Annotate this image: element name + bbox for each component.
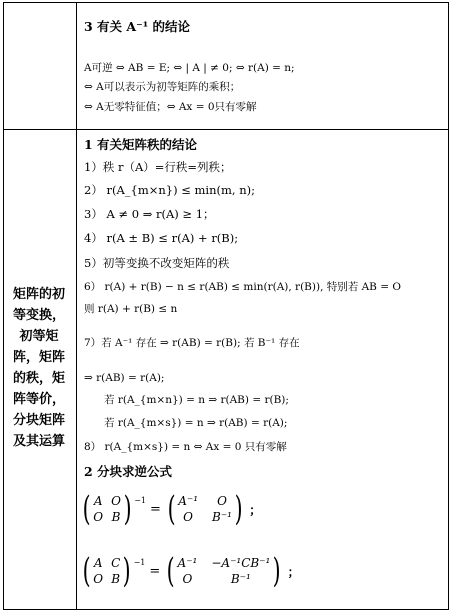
rank-item-4: 4） r(A ± B) ≤ r(A) + r(B); bbox=[84, 231, 239, 245]
section-title-rank: 1 有关矩阵秩的结论 bbox=[84, 137, 198, 152]
row-header-line: 阵，矩阵 bbox=[12, 350, 65, 365]
section-title-block-inverse: 2 分块求逆公式 bbox=[84, 464, 173, 479]
rank-item-1: 1）秩 r（A）=行秩=列秩； bbox=[84, 160, 232, 174]
rank-item-7b: ⇒ r(AB) = r(A); bbox=[84, 372, 165, 384]
matrix-entry: O bbox=[111, 494, 121, 508]
left-paren: ( bbox=[167, 489, 176, 529]
row-header-topic bbox=[3, 284, 75, 452]
rank-item-6b: 则 r(A) + r(B) ≤ n bbox=[84, 303, 178, 315]
inverse-exponent: −1 bbox=[133, 558, 146, 567]
inverse-conclusion-line1: A可逆 ⇔ AB = E; ⇔ | A | ≠ 0; ⇔ r(A) = n; bbox=[84, 62, 295, 74]
right-paren: ) bbox=[273, 551, 281, 591]
matrix-entry: O bbox=[182, 572, 193, 586]
rank-item-3: 3） A ≠ 0 ⇒ r(A) ≥ 1； bbox=[84, 207, 215, 221]
semicolon: ； bbox=[249, 502, 262, 517]
matrix-entry: C bbox=[111, 556, 121, 570]
matrix-entry: O bbox=[93, 510, 104, 524]
table-column-divider bbox=[76, 2, 77, 610]
block-inverse-formula-diagonal bbox=[80, 489, 262, 529]
matrix-right bbox=[178, 494, 232, 524]
row-header-line: 初等矩 bbox=[19, 329, 59, 344]
table-border-right bbox=[448, 2, 449, 610]
right-paren: ) bbox=[122, 551, 131, 591]
rank-item-8: 8） r(A_{m×s}) = n ⇔ Ax = 0 只有零解 bbox=[84, 441, 287, 453]
left-paren: ( bbox=[166, 551, 175, 591]
matrix-entry: −A⁻¹CB⁻¹ bbox=[211, 556, 271, 570]
row-header-line: 矩阵的初 bbox=[12, 287, 65, 302]
rank-item-7d: 若 r(A_{m×s}) = n ⇒ r(AB) = r(A); bbox=[104, 417, 288, 429]
row-header-line: 阵等价， bbox=[12, 392, 65, 407]
matrix-entry: O bbox=[93, 572, 104, 586]
matrix-entry: A bbox=[93, 494, 103, 508]
row-header-line: 及其运算 bbox=[12, 434, 65, 449]
matrix-entry: O bbox=[217, 494, 227, 508]
section-title-inverse: 3 有关 A⁻¹ 的结论 bbox=[84, 19, 191, 34]
matrix-entry: B bbox=[111, 572, 121, 586]
matrix-entry: A⁻¹ bbox=[178, 494, 198, 508]
matrix-right bbox=[178, 556, 271, 586]
matrix-entry: A⁻¹ bbox=[177, 556, 198, 570]
table-border-top bbox=[3, 2, 449, 3]
inverse-conclusion-line2: ⇔ A可以表示为初等矩阵的乘积； bbox=[84, 81, 241, 93]
table-border-bottom bbox=[3, 609, 449, 610]
equals-sign: = bbox=[150, 501, 161, 517]
matrix-entry: B⁻¹ bbox=[212, 510, 232, 524]
left-paren: ( bbox=[82, 551, 91, 591]
rank-item-2: 2） r(A_{m×n}) ≤ min(m, n); bbox=[84, 183, 255, 197]
row-header-line: 的秩，矩 bbox=[12, 371, 65, 386]
inverse-exponent: −1 bbox=[134, 496, 147, 505]
matrix-entry: B⁻¹ bbox=[230, 572, 251, 586]
table-row-divider bbox=[3, 129, 449, 130]
matrix-left bbox=[93, 556, 120, 586]
row-header-line: 等变换， bbox=[12, 308, 65, 323]
rank-item-7a: 7）若 A⁻¹ 存在 ⇒ r(AB) = r(B); 若 B⁻¹ 存在 bbox=[84, 337, 300, 349]
matrix-entry: A bbox=[93, 556, 103, 570]
right-paren: ) bbox=[234, 489, 243, 529]
inverse-conclusion-line3: ⇔ A无零特征值；⇔ Ax = 0只有零解 bbox=[84, 101, 257, 113]
matrix-entry: B bbox=[111, 510, 121, 524]
matrix-entry: O bbox=[183, 510, 194, 524]
rank-item-5: 5）初等变换不改变矩阵的秩 bbox=[84, 256, 230, 270]
rank-item-7c: 若 r(A_{m×n}) = n ⇒ r(AB) = r(B); bbox=[104, 394, 289, 406]
row-header-line: 分块矩阵 bbox=[12, 413, 65, 428]
rank-item-6a: 6） r(A) + r(B) − n ≤ r(AB) ≤ min(r(A), r(B)), 特别若 AB = O bbox=[84, 281, 401, 293]
left-paren: ( bbox=[82, 489, 91, 529]
matrix-left bbox=[93, 494, 121, 524]
semicolon: ； bbox=[287, 564, 300, 579]
block-inverse-formula-triangular bbox=[80, 551, 300, 591]
equals-sign: = bbox=[149, 563, 161, 579]
right-paren: ) bbox=[123, 489, 132, 529]
